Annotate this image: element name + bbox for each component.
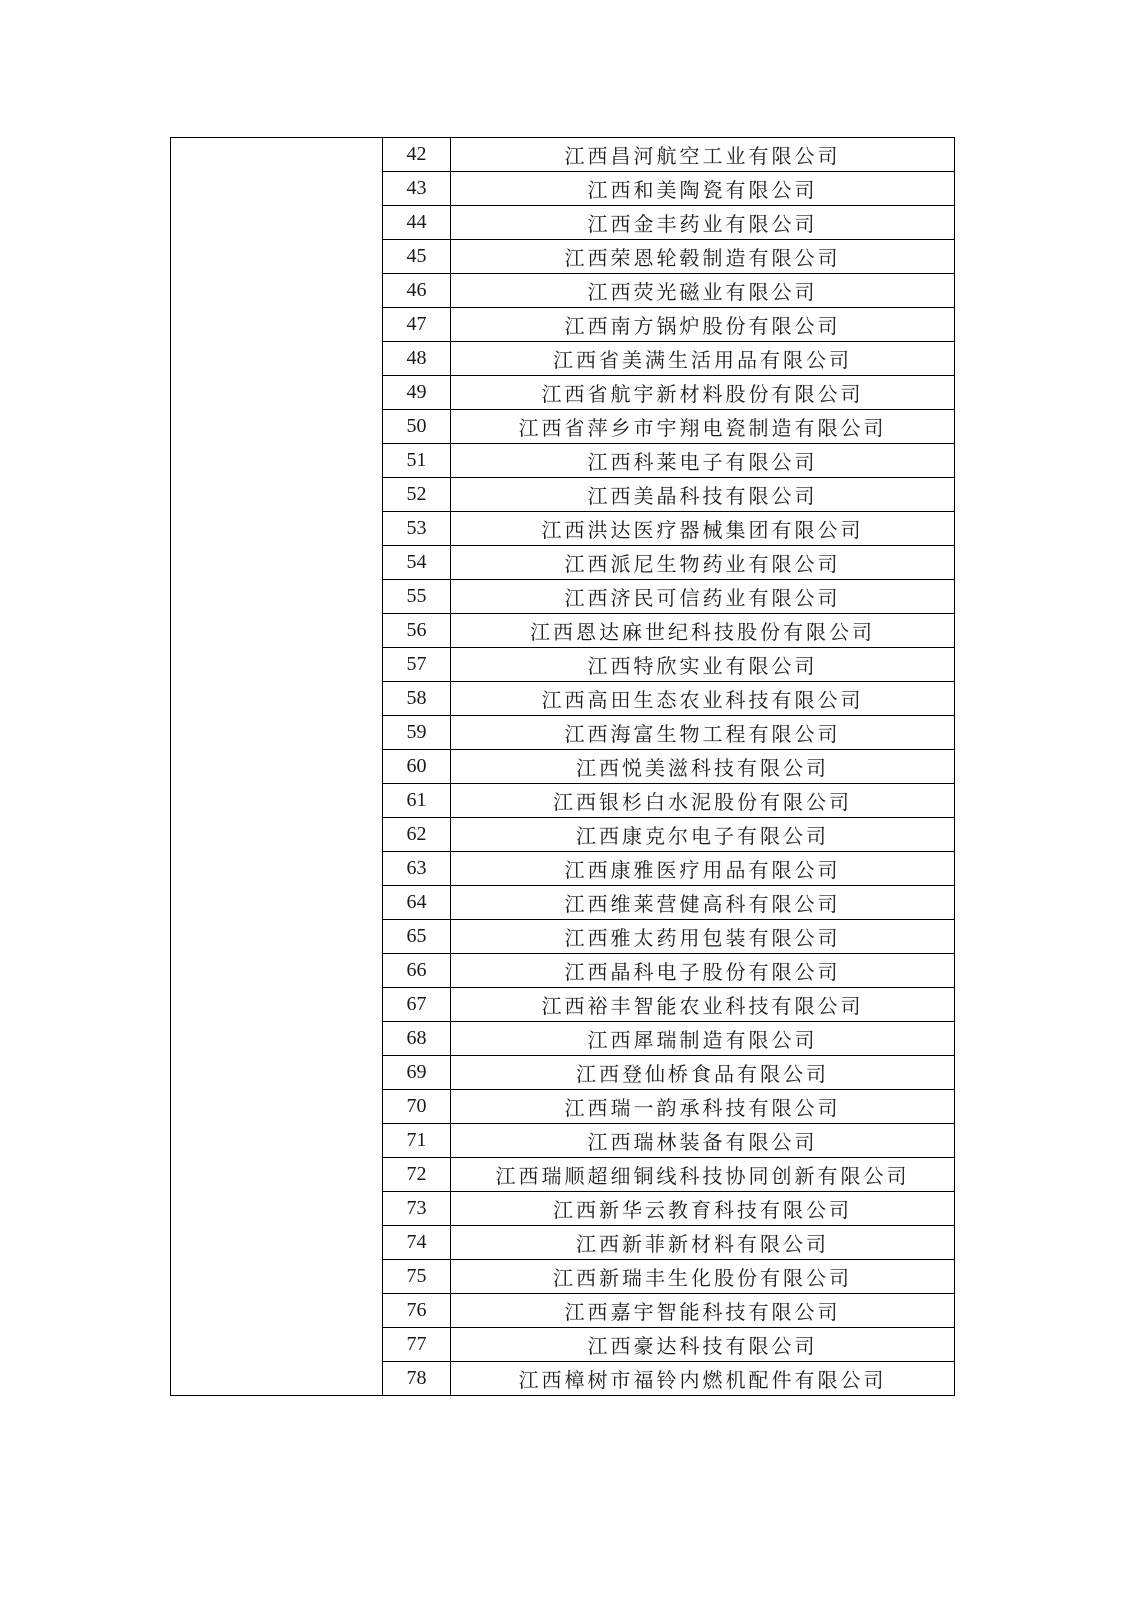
row-number-cell: 45 (383, 240, 451, 274)
company-name-cell: 江西登仙桥食品有限公司 (451, 1056, 955, 1090)
company-name-cell: 江西南方锅炉股份有限公司 (451, 308, 955, 342)
company-name-cell: 江西海富生物工程有限公司 (451, 716, 955, 750)
row-number-cell: 49 (383, 376, 451, 410)
category-cell (171, 138, 383, 1396)
row-number-cell: 73 (383, 1192, 451, 1226)
row-number-cell: 46 (383, 274, 451, 308)
company-name-cell: 江西新菲新材料有限公司 (451, 1226, 955, 1260)
company-name-cell: 江西美晶科技有限公司 (451, 478, 955, 512)
company-name-cell: 江西嘉宇智能科技有限公司 (451, 1294, 955, 1328)
company-list-table (170, 137, 955, 1396)
company-name-cell: 江西恩达麻世纪科技股份有限公司 (451, 614, 955, 648)
row-number-cell: 51 (383, 444, 451, 478)
row-number-cell: 64 (383, 886, 451, 920)
company-name-cell: 江西济民可信药业有限公司 (451, 580, 955, 614)
row-number-cell: 59 (383, 716, 451, 750)
company-name-cell: 江西康雅医疗用品有限公司 (451, 852, 955, 886)
row-number-cell: 76 (383, 1294, 451, 1328)
company-name-cell: 江西省美满生活用品有限公司 (451, 342, 955, 376)
table-row (171, 138, 955, 172)
row-number-cell: 77 (383, 1328, 451, 1362)
company-name-cell: 江西雅太药用包装有限公司 (451, 920, 955, 954)
row-number-cell: 50 (383, 410, 451, 444)
company-name-cell: 江西裕丰智能农业科技有限公司 (451, 988, 955, 1022)
row-number-cell: 47 (383, 308, 451, 342)
row-number-cell: 53 (383, 512, 451, 546)
company-name-cell: 江西银杉白水泥股份有限公司 (451, 784, 955, 818)
company-name-cell: 江西派尼生物药业有限公司 (451, 546, 955, 580)
row-number-cell: 58 (383, 682, 451, 716)
company-name-cell: 江西维莱营健高科有限公司 (451, 886, 955, 920)
company-name-cell: 江西康克尔电子有限公司 (451, 818, 955, 852)
company-name-cell: 江西樟树市福铃内燃机配件有限公司 (451, 1362, 955, 1396)
row-number-cell: 78 (383, 1362, 451, 1396)
row-number-cell: 67 (383, 988, 451, 1022)
row-number-cell: 75 (383, 1260, 451, 1294)
row-number-cell: 63 (383, 852, 451, 886)
row-number-cell: 68 (383, 1022, 451, 1056)
company-name-cell: 江西荣恩轮毂制造有限公司 (451, 240, 955, 274)
row-number-cell: 43 (383, 172, 451, 206)
company-name-cell: 江西悦美滋科技有限公司 (451, 750, 955, 784)
row-number-cell: 44 (383, 206, 451, 240)
row-number-cell: 66 (383, 954, 451, 988)
company-name-cell: 江西洪达医疗器械集团有限公司 (451, 512, 955, 546)
company-name-cell: 江西犀瑞制造有限公司 (451, 1022, 955, 1056)
row-number-cell: 55 (383, 580, 451, 614)
company-name-cell: 江西新瑞丰生化股份有限公司 (451, 1260, 955, 1294)
company-name-cell: 江西瑞一韵承科技有限公司 (451, 1090, 955, 1124)
row-number-cell: 52 (383, 478, 451, 512)
row-number-cell: 56 (383, 614, 451, 648)
row-number-cell: 54 (383, 546, 451, 580)
row-number-cell: 74 (383, 1226, 451, 1260)
company-name-cell: 江西瑞顺超细铜线科技协同创新有限公司 (451, 1158, 955, 1192)
company-name-cell: 江西金丰药业有限公司 (451, 206, 955, 240)
company-name-cell: 江西晶科电子股份有限公司 (451, 954, 955, 988)
company-name-cell: 江西荧光磁业有限公司 (451, 274, 955, 308)
table-body (171, 138, 955, 1396)
company-name-cell: 江西新华云教育科技有限公司 (451, 1192, 955, 1226)
row-number-cell: 65 (383, 920, 451, 954)
company-name-cell: 江西瑞林装备有限公司 (451, 1124, 955, 1158)
row-number-cell: 48 (383, 342, 451, 376)
company-name-cell: 江西高田生态农业科技有限公司 (451, 682, 955, 716)
company-name-cell: 江西特欣实业有限公司 (451, 648, 955, 682)
company-name-cell: 江西科莱电子有限公司 (451, 444, 955, 478)
row-number-cell: 71 (383, 1124, 451, 1158)
row-number-cell: 69 (383, 1056, 451, 1090)
row-number-cell: 70 (383, 1090, 451, 1124)
company-name-cell: 江西昌河航空工业有限公司 (451, 138, 955, 172)
row-number-cell: 42 (383, 138, 451, 172)
row-number-cell: 61 (383, 784, 451, 818)
company-name-cell: 江西和美陶瓷有限公司 (451, 172, 955, 206)
row-number-cell: 72 (383, 1158, 451, 1192)
row-number-cell: 57 (383, 648, 451, 682)
company-name-cell: 江西省萍乡市宇翔电瓷制造有限公司 (451, 410, 955, 444)
company-name-cell: 江西省航宇新材料股份有限公司 (451, 376, 955, 410)
company-name-cell: 江西豪达科技有限公司 (451, 1328, 955, 1362)
row-number-cell: 62 (383, 818, 451, 852)
row-number-cell: 60 (383, 750, 451, 784)
